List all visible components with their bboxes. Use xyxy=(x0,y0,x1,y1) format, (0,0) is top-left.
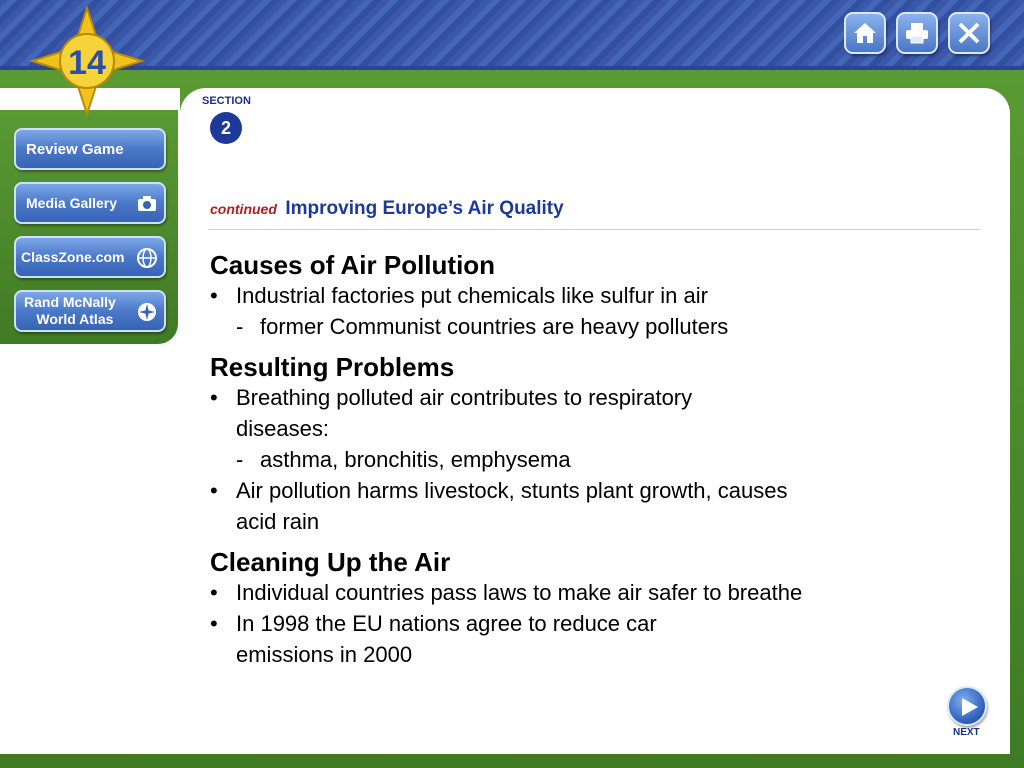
compass-icon xyxy=(136,301,158,323)
review-game-button[interactable] xyxy=(14,128,166,170)
compass-star-icon xyxy=(22,6,152,116)
bullet-item xyxy=(210,475,850,537)
rand-mcnally-line1: Rand McNally xyxy=(24,294,116,310)
close-icon xyxy=(956,20,982,46)
rand-mcnally-line2: World Atlas xyxy=(36,311,114,327)
logo-number: 14 xyxy=(68,44,106,82)
bullet-text: Industrial factories put chemicals like sulfur in air xyxy=(236,283,708,308)
next-button[interactable] xyxy=(947,686,987,726)
bullet-marker: • xyxy=(210,283,218,308)
bullet-item xyxy=(210,577,850,608)
classzone-button[interactable] xyxy=(14,236,166,278)
print-button[interactable] xyxy=(896,12,938,54)
bullet-text: Individual countries pass laws to make air safer to breathe xyxy=(236,580,803,605)
sub-bullet-item xyxy=(210,311,850,342)
printer-icon xyxy=(904,20,930,46)
slide-title: Improving Europe’s Air Quality xyxy=(285,198,564,219)
bullet-marker: • xyxy=(210,580,218,605)
rand-mcnally-atlas-button[interactable] xyxy=(14,290,166,332)
section-label: SECTION xyxy=(202,95,251,107)
home-button[interactable] xyxy=(844,12,886,54)
sub-bullet-text: former Communist countries are heavy polluters xyxy=(260,314,729,339)
play-arrow-icon xyxy=(960,697,980,717)
title-divider xyxy=(208,229,980,230)
rand-mcnally-label xyxy=(24,294,116,328)
next-label: NEXT xyxy=(953,727,980,738)
bullet-marker: • xyxy=(210,478,218,503)
heading-problems: Resulting Problems xyxy=(210,352,455,382)
home-icon xyxy=(852,20,878,46)
bullet-item xyxy=(210,280,850,311)
bullet-item xyxy=(210,382,850,444)
chapter-logo xyxy=(22,6,152,116)
dash-marker: - xyxy=(236,447,244,472)
media-gallery-label: Media Gallery xyxy=(26,194,118,211)
section-number-badge: 2 xyxy=(210,112,242,144)
close-button[interactable] xyxy=(948,12,990,54)
bullet-text: In 1998 the EU nations agree to reduce car emissions in 2000 xyxy=(236,611,657,667)
bullet-text: Breathing polluted air contributes to respiratory diseases: xyxy=(236,385,693,441)
sidebar xyxy=(0,110,178,344)
classzone-label: ClassZone.com xyxy=(21,248,125,265)
slide-body xyxy=(210,250,850,670)
sub-bullet-text: asthma, bronchitis, emphysema xyxy=(260,447,571,472)
bullet-item xyxy=(210,608,850,670)
camera-icon xyxy=(136,193,158,215)
review-game-label: Review Game xyxy=(26,140,124,158)
bullet-text: Air pollution harms livestock, stunts plant growth, causes acid rain xyxy=(236,478,788,534)
bullet-marker: • xyxy=(210,385,218,410)
dash-marker: - xyxy=(236,314,244,339)
slide-title-row xyxy=(210,198,564,220)
continued-label: continued xyxy=(210,201,277,217)
media-gallery-button[interactable] xyxy=(14,182,166,224)
sub-bullet-item xyxy=(210,444,850,475)
heading-causes: Causes of Air Pollution xyxy=(210,250,496,280)
bullet-marker: • xyxy=(210,611,218,636)
globe-icon xyxy=(136,247,158,269)
heading-cleaning: Cleaning Up the Air xyxy=(210,547,451,577)
